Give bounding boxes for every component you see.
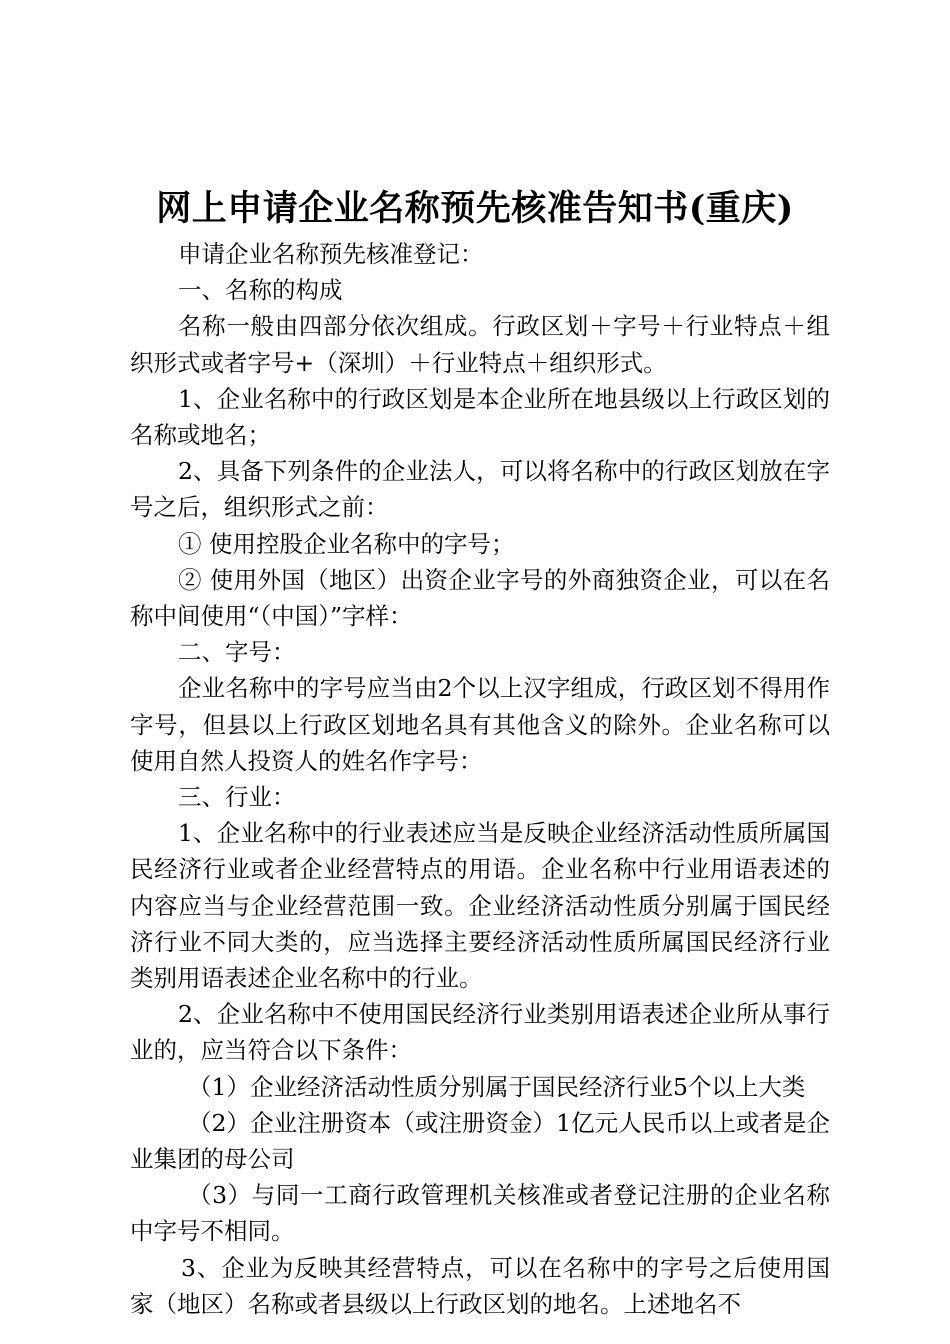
paragraph: 2、具备下列条件的企业法人，可以将名称中的行政区划放在字号之后，组织形式之前：: [130, 457, 830, 522]
paragraph-heading-3: 三、行业：: [178, 783, 296, 812]
document-title: 网上申请企业名称预先核准告知书(重庆): [156, 188, 794, 229]
paragraph-heading-1: 一、名称的构成: [178, 276, 343, 305]
paragraph-condition-2: （2）企业注册资本（或注册资金）1亿元人民币以上或者是企业集团的母公司: [130, 1108, 830, 1174]
document-body: [130, 236, 830, 1322]
paragraph: 2、企业名称中不使用国民经济行业类别用语表述企业所从事行业的，应当符合以下条件：: [130, 1000, 830, 1065]
paragraph-heading-2: 二、字号：: [178, 638, 296, 667]
paragraph: 名称一般由四部分依次组成。行政区划＋字号＋行业特点＋组织形式或者字号+（深圳）＋行业特点＋组织形式。: [130, 312, 830, 377]
paragraph-condition-1: （1）企业经济活动性质分别属于国民经济行业5个以上大类: [188, 1072, 806, 1101]
paragraph: 1、企业名称中的行政区划是本企业所在地县级以上行政区划的名称或地名；: [130, 384, 830, 450]
paragraph: ② 使用外国（地区）出资企业字号的外商独资企业，可以在名称中间使用“（中国）”字样：: [130, 565, 830, 631]
paragraph: 1、企业名称中的行业表述应当是反映企业经济活动性质所属国民经济行业或者企业经营特点的用语。企业名称中行业用语表述的内容应当与企业经营范围一致。企业经济活动性质分别属于国民经济行业不同大类的，应当选择主要经济活动性质所属国民经济行业类别用语表述企业名称中的行业。: [130, 819, 830, 993]
paragraph-salutation: 申请企业名称预先核准登记：: [178, 240, 484, 268]
paragraph: 企业名称中的字号应当由2个以上汉字组成，行政区划不得用作字号，但县以上行政区划地名具有其他含义的除外。企业名称可以使用自然人投资人的姓名作字号：: [130, 674, 830, 775]
paragraph: ① 使用控股企业名称中的字号；: [178, 529, 515, 558]
paragraph-condition-3: （3）与同一工商行政管理机关核准或者登记注册的企业名称中字号不相同。: [130, 1181, 830, 1246]
paragraph: 3、企业为反映其经营特点，可以在名称中的字号之后使用国家（地区）名称或者县级以上行政区划的地名。上述地名不: [130, 1253, 830, 1318]
